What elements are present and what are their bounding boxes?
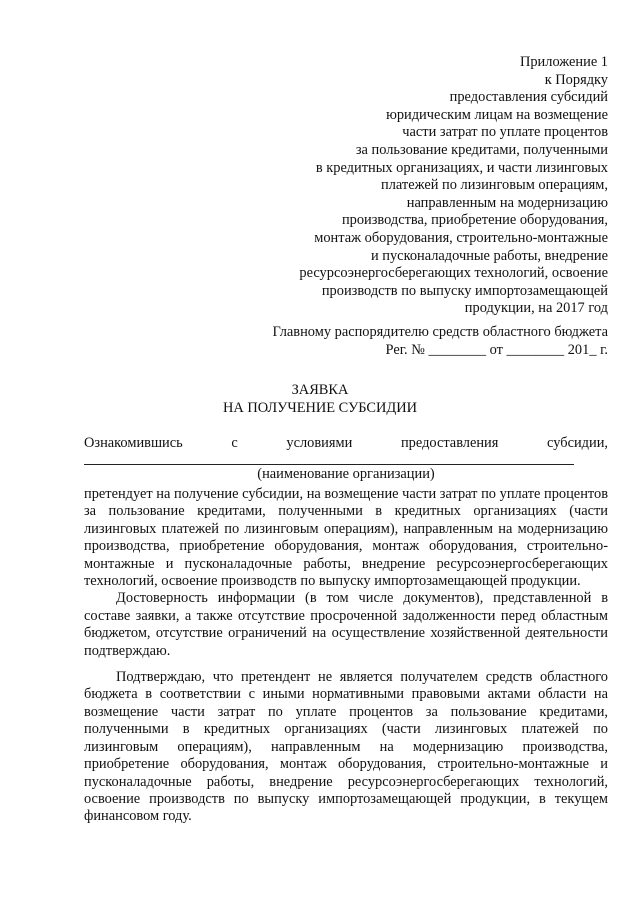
appendix-line: и пусконаладочные работы, внедрение xyxy=(370,247,608,264)
appendix-line: монтаж оборудования, строительно-монтажные xyxy=(314,229,608,246)
appendix-line: за пользование кредитами, полученными xyxy=(355,141,608,158)
appendix-line: производства, приобретение оборудования, xyxy=(341,212,608,229)
registration-line: Рег. № ________ от ________ 201_ г. xyxy=(385,341,608,358)
appendix-line: направленным на модернизацию xyxy=(406,194,608,211)
recipient-line: Главному распорядителю средств областного бюджета xyxy=(272,324,608,340)
appendix-header xyxy=(299,54,608,318)
appendix-line: части затрат по уплате процентов xyxy=(402,124,608,141)
appendix-line: производств по выпуску импортозамещающей xyxy=(321,282,608,299)
appendix-line: юридическим лицам на возмещение xyxy=(386,106,608,123)
appendix-line: ресурсоэнергосберегающих технологий, освоение xyxy=(299,265,608,282)
appendix-line: Приложение 1 xyxy=(519,54,608,70)
title-line: НА ПОЛУЧЕНИЕ СУБСИДИИ xyxy=(222,399,418,416)
paragraph-confirmation: Подтверждаю, что претендент не является получателем средств областного бюджета в соответствии с иными нормативными правовыми актами области на возмещение части затрат по уплате процентов за пользование кредитами, полученными в кредитных организациях (части лизинговых платежей по лизинговым операциям), направленным на модернизацию производства, приобретение оборудования, монтаж оборудования, строительно-монтажные и пусконаладочные работы, внедрение ресурсоэнергосберегающих технологий, освоение производств по выпуску импортозамещающей продукции, в текущем финансовом году. xyxy=(84,669,608,825)
appendix-line: к Порядку xyxy=(544,71,608,88)
intro-line: Ознакомившись с условиями предоставления субсидии, xyxy=(84,435,608,451)
title-line: ЗАЯВКА xyxy=(291,382,349,398)
application-body xyxy=(84,486,608,826)
recipient-block xyxy=(273,324,609,359)
appendix-line: предоставления субсидий xyxy=(449,89,608,106)
document-title xyxy=(0,382,640,417)
paragraph-claim: претендует на получение субсидии, на возмещение части затрат по уплате процентов за пользование кредитами, полученными в кредитных организациях (части лизинговых платежей по лизинговым операциям), направленным на модернизацию производства, приобретение оборудования, монтаж оборудования, строительно-монтажные и пусконаладочные работы, внедрение ресурсоэнергосберегающих технологий, освоение производств по выпуску импортозамещающей продукции. xyxy=(84,486,608,590)
organization-name-caption: (наименование организации) xyxy=(257,466,435,482)
appendix-line: продукции, на 2017 год xyxy=(464,300,608,317)
appendix-line: платежей по лизинговым операциям, xyxy=(381,177,608,194)
paragraph-reliability: Достоверность информации (в том числе документов), представленной в составе заявки, а также отсутствие просроченной задолженности перед областным бюджетом, отсутствие ограничений на осуществление хозяйственной деятельности подтверждаю. xyxy=(84,590,608,659)
appendix-line: в кредитных организациях, и части лизинговых xyxy=(315,159,608,176)
organization-name-blank xyxy=(84,464,574,465)
